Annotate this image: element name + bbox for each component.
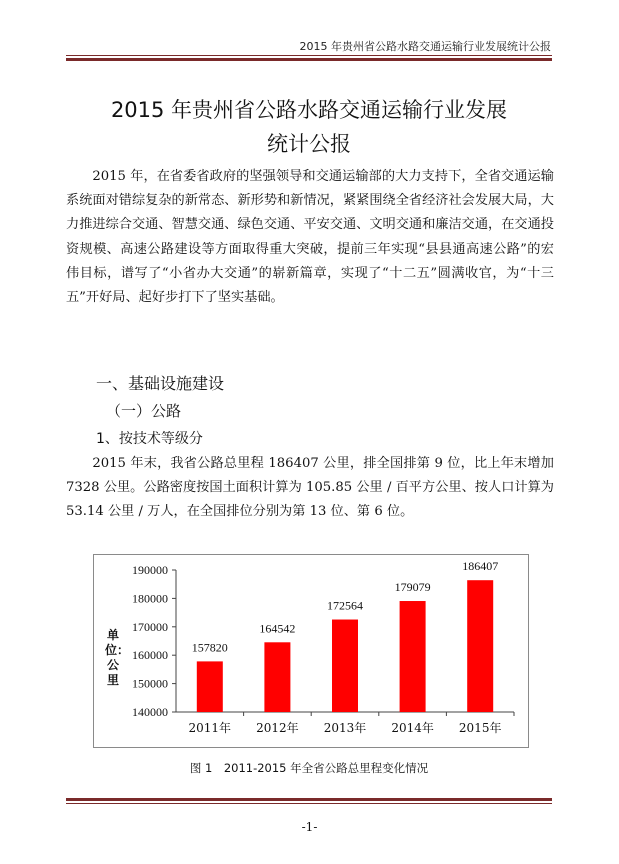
x-tick-label: 2014年 — [391, 721, 434, 735]
header-rule-thick — [66, 58, 552, 61]
data-label: 172564 — [327, 598, 363, 613]
mileage-bar-chart — [93, 554, 529, 748]
y-axis-label: 单位：公里 — [105, 628, 130, 687]
header-rule-thin — [66, 55, 552, 56]
data-label: 164542 — [259, 621, 296, 636]
y-tick-label: 170000 — [132, 619, 168, 634]
x-tick-label: 2013年 — [323, 721, 367, 735]
footer-rule-thick — [66, 798, 552, 801]
y-tick-label: 180000 — [132, 591, 168, 606]
document-title-line1: 2015 年贵州省公路水路交通运输行业发展 — [110, 98, 508, 122]
subsection-heading: （一）公路 — [106, 402, 182, 420]
x-tick-label: 2011年 — [188, 721, 232, 735]
footer-rule-thin — [66, 803, 552, 804]
y-tick-label: 190000 — [132, 563, 168, 577]
road-mileage-paragraph: 2015 年末，我省公路总里程 186407 公里，排全国排第 9 位，比上年末增加 7328 公里。公路密度按国土面积计算为 105.85 公里 / 百平方公里、按人口计算为 53.14 公里 / 万人，在全国排位分别为第 13 位、第 6 位。 — [66, 456, 554, 520]
intro-paragraph: 2015 年，在省委省政府的坚强领导和交通运输部的大力支持下，全省交通运输系统面对错综复杂的新常态、新形势和新情况，紧紧围绕全省经济社会发展大局，大力推进综合交通、智慧交通、绿色交通、平安交通、文明交通和廉洁交通，在交通投资规模、高速公路建设等方面取得重大突破，提前三年实现“县县通高速公路”的宏伟目标，谱写了“小省办大交通”的崭新篇章，实现了“十二五”圆满收官，为“十三五”开好局、起好步打下了坚实基础。 — [66, 169, 554, 306]
x-tick-label: 2012年 — [256, 721, 299, 735]
data-label: 179079 — [394, 580, 431, 595]
bar — [400, 601, 426, 712]
page-number: -1- — [301, 820, 318, 834]
bar — [197, 661, 223, 712]
section-heading: 一、基础设施建设 — [96, 374, 225, 393]
data-label: 157820 — [191, 640, 228, 655]
bar — [467, 580, 493, 712]
figure-caption: 图 1 2011-2015 年全省公路总里程变化情况 — [189, 761, 429, 775]
y-tick-label: 160000 — [132, 648, 168, 663]
data-label: 186407 — [462, 559, 499, 574]
y-tick-label: 140000 — [132, 705, 168, 719]
bar — [332, 620, 358, 712]
x-tick-label: 2015年 — [458, 721, 502, 735]
subsubsection-heading: 1、按技术等级分 — [96, 431, 203, 447]
running-header: 2015 年贵州省公路水路交通运输行业发展统计公报 — [299, 40, 551, 53]
y-tick-label: 150000 — [132, 676, 168, 691]
bar — [264, 642, 290, 712]
chart-canvas — [94, 555, 528, 747]
document-title-line2: 统计公报 — [267, 132, 351, 156]
